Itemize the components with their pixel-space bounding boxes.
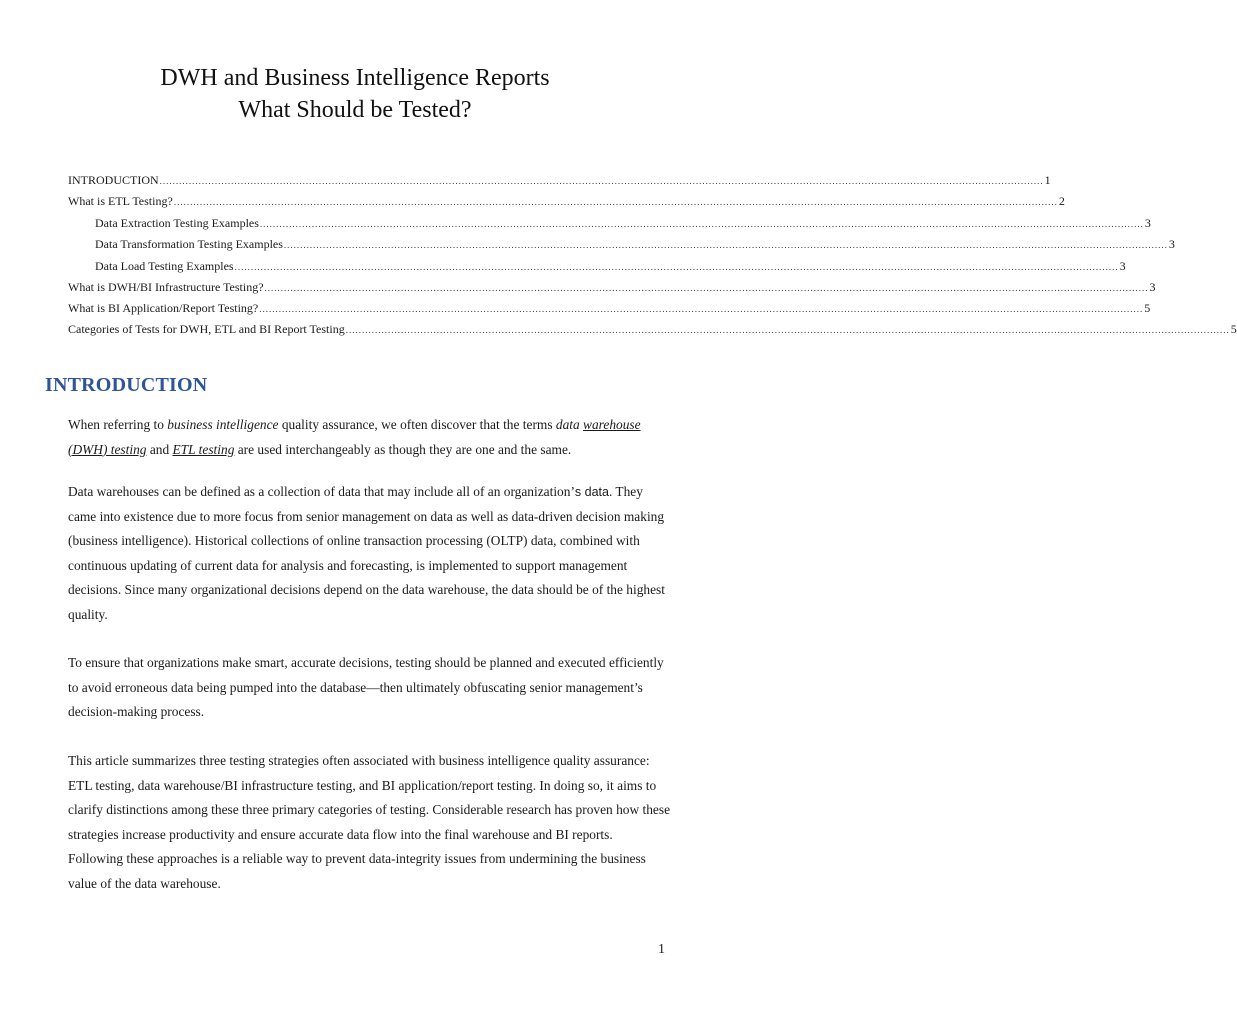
toc-entry-page: 3 [1144, 216, 1151, 230]
toc-leader: ................................................................................................................................................................................................................................................................................ [259, 219, 1144, 229]
paragraph-text: Data warehouses can be defined as a collection of data that may include all of an organization’ [68, 484, 575, 499]
title-line-2: What Should be Tested? [238, 97, 472, 123]
toc-leader: ................................................................................................................................................................................................................................................................................ [283, 240, 1168, 250]
paragraph-text: . They came into existence due to more focus from senior management on data as well as data-driven decision making (business intelligence). Historical collections of online transaction processing (OLTP) data, combined with continuous updating of current data for analysis and forecasting, is implemented to support management decisions. Since many organizational decisions depend on the data warehouse, the data should be of the highest quality. [68, 484, 665, 622]
toc-entry-label: What is ETL Testing? [68, 194, 173, 208]
title-line-1: DWH and Business Intelligence Reports [160, 65, 550, 91]
dwh-testing-link[interactable]: warehouse (DWH) testing [68, 417, 641, 457]
toc-entry-introduction[interactable] [68, 170, 1051, 191]
toc-leader: ................................................................................................................................................................................................................................................................................ [345, 325, 1230, 335]
toc-entry-label: Data Extraction Testing Examples [95, 216, 259, 230]
toc-entry-bi-application-report[interactable] [68, 298, 1151, 319]
toc-entry-label: What is DWH/BI Infrastructure Testing? [68, 280, 264, 294]
document-title [100, 62, 610, 126]
paragraph-text-sans: s data [574, 485, 609, 499]
paragraph-text: and [146, 441, 173, 457]
paragraph-3: To ensure that organizations make smart, accurate decisions, testing should be planned and executed efficiently to avoid erroneous data being pumped into the database—then ultimately obfuscating senior management’s decision-making process. [68, 655, 664, 720]
emphasis-text: data [555, 417, 584, 432]
paragraph-1 [68, 413, 670, 462]
toc-leader: ................................................................................................................................................................................................................................................................................ [264, 283, 1149, 293]
toc-leader: ................................................................................................................................................................................................................................................................................ [159, 176, 1044, 186]
toc-entry-categories-of-tests[interactable] [68, 319, 1237, 340]
toc-leader: ................................................................................................................................................................................................................................................................................ [173, 197, 1058, 207]
toc-entry-label: INTRODUCTION [68, 173, 159, 187]
toc-entry-page: 3 [1168, 237, 1175, 251]
etl-testing-link[interactable]: ETL testing [172, 441, 235, 457]
toc-entry-label: Data Load Testing Examples [95, 259, 234, 273]
toc-entry-label: What is BI Application/Report Testing? [68, 301, 259, 315]
toc-entry-label: Categories of Tests for DWH, ETL and BI Report Testing [68, 322, 345, 336]
paragraph-text: When referring to [68, 417, 168, 432]
toc-entry-page: 1 [1044, 173, 1051, 187]
toc-entry-data-load[interactable] [95, 256, 1126, 277]
paragraph-text: quality assurance, we often discover that the terms [278, 417, 556, 432]
toc-leader: ................................................................................................................................................................................................................................................................................ [234, 262, 1119, 272]
toc-entry-data-transformation[interactable] [95, 234, 1175, 255]
toc-leader: ................................................................................................................................................................................................................................................................................ [259, 304, 1144, 314]
toc-entry-page: 5 [1230, 322, 1237, 336]
toc-entry-dwh-bi-infrastructure[interactable] [68, 277, 1156, 298]
toc-entry-page: 3 [1149, 280, 1156, 294]
page-number: 1 [658, 942, 665, 957]
toc-entry-label: Data Transformation Testing Examples [95, 237, 283, 251]
emphasis-text: business intelligence [167, 417, 279, 432]
section-heading: INTRODUCTION [45, 374, 208, 396]
toc-entry-page: 3 [1119, 259, 1126, 273]
toc-entry-data-extraction[interactable] [95, 213, 1151, 234]
toc-entry-page: 5 [1144, 301, 1151, 315]
toc-entry-page: 2 [1058, 194, 1065, 208]
toc-entry-etl-testing[interactable] [68, 191, 1065, 212]
paragraph-text: are used interchangeably as though they are one and the same. [234, 441, 572, 457]
paragraph-2 [68, 480, 670, 628]
paragraph-4: This article summarizes three testing strategies often associated with business intelligence quality assurance: ETL testing, data warehouse/BI infrastructure testing, and BI application/report testing. In doing so, it aims to clarify distinctions among these three primary categories of testing. Considerable research has proven how these strategies increase productivity and ensure accurate data flow into the final warehouse and BI reports. Following these approaches is a reliable way to prevent data-integrity issues from undermining the business value of the data warehouse. [68, 753, 671, 891]
